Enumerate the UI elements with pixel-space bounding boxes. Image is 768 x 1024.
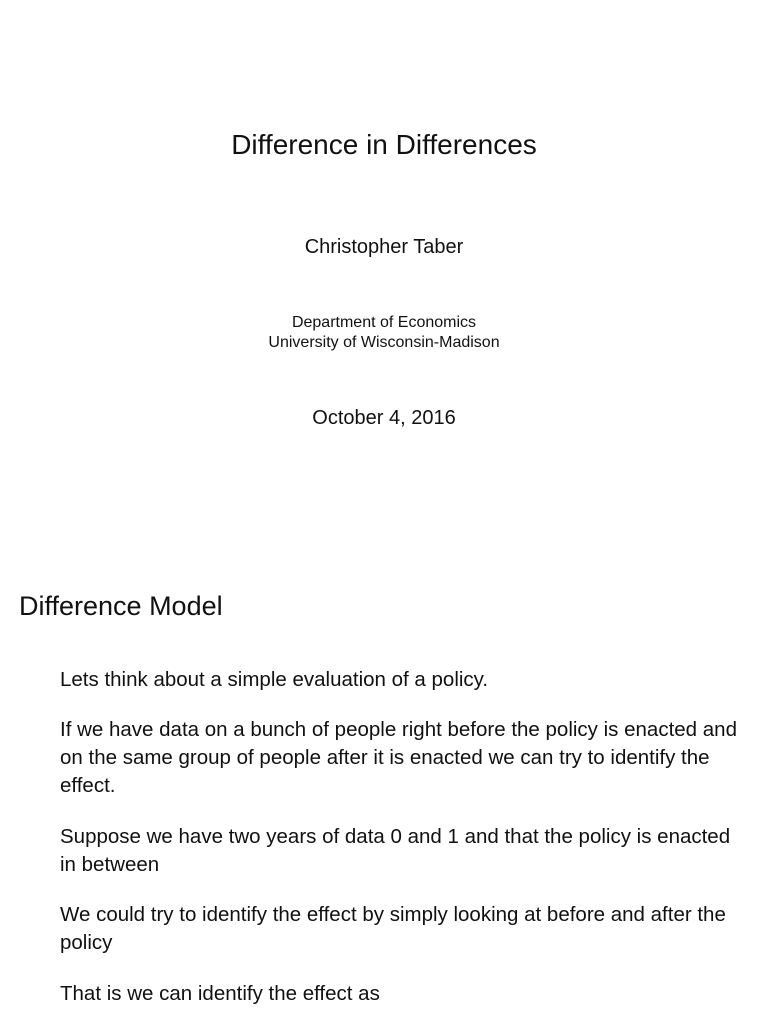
department-name: Department of Economics [291, 314, 477, 331]
paragraph: If we have data on a bunch of people right before the policy is enacted and on the same group of people after it is enacted we can try to identify the effect. [60, 718, 737, 797]
paragraph: That is we can identify the effect as [60, 982, 380, 1005]
presentation-date: October 4, 2016 [312, 407, 456, 429]
affiliation [0, 313, 768, 353]
author-name: Christopher Taber [304, 236, 464, 258]
paragraph: Suppose we have two years of data 0 and 1 and that the policy is enacted in between [60, 825, 731, 876]
presentation-title: Difference in Differences [231, 129, 537, 160]
university-name: University of Wisconsin-Madison [268, 334, 500, 351]
paragraph: Lets think about a simple evaluation of a policy. [60, 668, 489, 691]
slide-heading: Difference Model [19, 591, 223, 621]
paragraph: We could try to identify the effect by simply looking at before and after the policy [60, 903, 726, 954]
